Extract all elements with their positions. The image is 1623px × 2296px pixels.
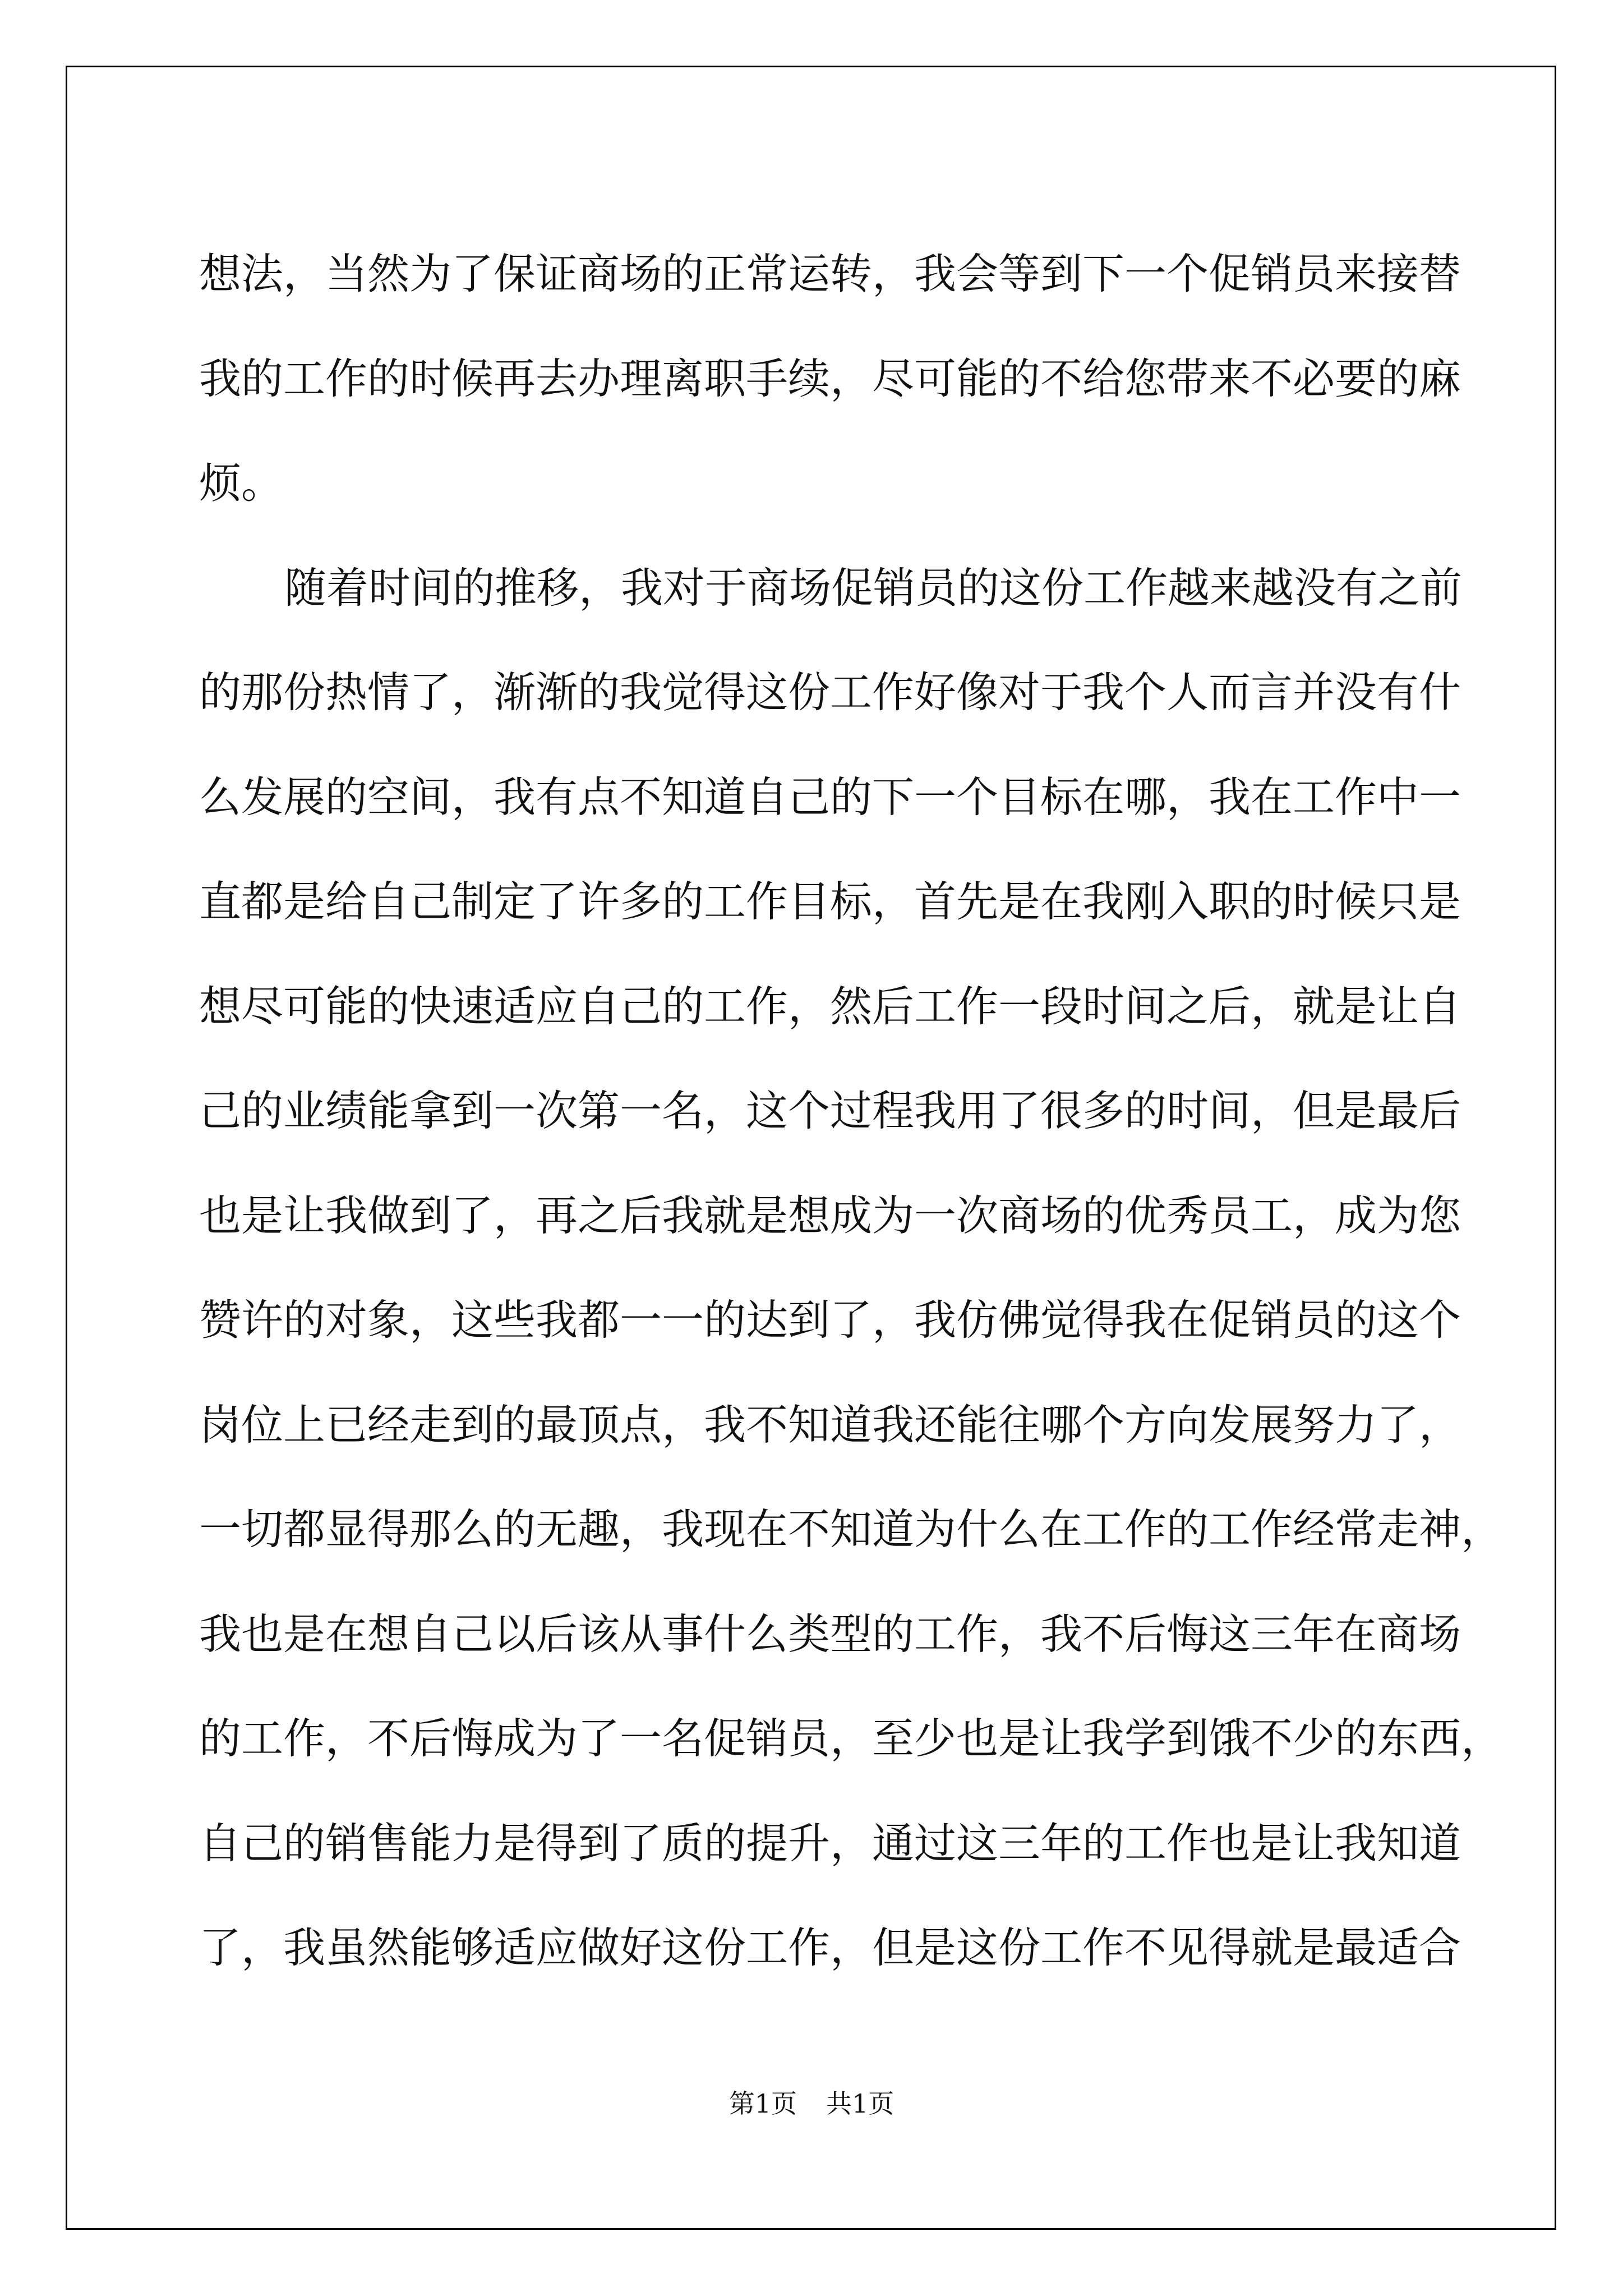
text-line: 想法，当然为了保证商场的正常运转，我会等到下一个促销员来接替 xyxy=(199,249,1461,298)
page-total: 共1页 xyxy=(826,2088,895,2119)
text-line: 赞许的对象，这些我都一一的达到了，我仿佛觉得我在促销员的这个 xyxy=(199,1295,1461,1345)
text-line: 我的工作的时候再去办理离职手续，尽可能的不给您带来不必要的麻 xyxy=(199,353,1461,403)
text-line: 的工作，不后悔成为了一名促销员，至少也是让我学到饿不少的东西， xyxy=(199,1714,1504,1763)
text-line: 么发展的空间，我有点不知道自己的下一个目标在哪，我在工作中一 xyxy=(199,772,1461,822)
text-line: 我也是在想自己以后该从事什么类型的工作，我不后悔这三年在商场 xyxy=(199,1609,1461,1659)
text-line: 随着时间的推移，我对于商场促销员的这份工作越来越没有之前 xyxy=(284,563,1463,613)
text-line: 一切都显得那么的无趣，我现在不知道为什么在工作的工作经常走神， xyxy=(199,1504,1504,1554)
document-body xyxy=(199,222,1504,2000)
text-line: 直都是给自己制定了许多的工作目标，首先是在我刚入职的时候只是 xyxy=(199,877,1461,926)
text-line: 想尽可能的快速适应自己的工作，然后工作一段时间之后，就是让自 xyxy=(199,981,1461,1031)
text-line: 烦。 xyxy=(199,458,284,508)
text-line: 也是让我做到了，再之后我就是想成为一次商场的优秀员工，成为您 xyxy=(199,1190,1461,1240)
text-line: 己的业绩能拿到一次第一名，这个过程我用了很多的时间，但是最后 xyxy=(199,1086,1461,1135)
page-number: 第1页 xyxy=(728,2088,797,2119)
page-footer xyxy=(0,2087,1623,2120)
text-line: 的那份热情了，渐渐的我觉得这份工作好像对于我个人而言并没有什 xyxy=(199,668,1461,717)
text-line: 了，我虽然能够适应做好这份工作，但是这份工作不见得就是最适合 xyxy=(199,1923,1461,1972)
text-line: 岗位上已经走到的最顶点，我不知道我还能往哪个方向发展努力了， xyxy=(199,1400,1461,1450)
text-line: 自己的销售能力是得到了质的提升，通过这三年的工作也是让我知道 xyxy=(199,1818,1461,1868)
